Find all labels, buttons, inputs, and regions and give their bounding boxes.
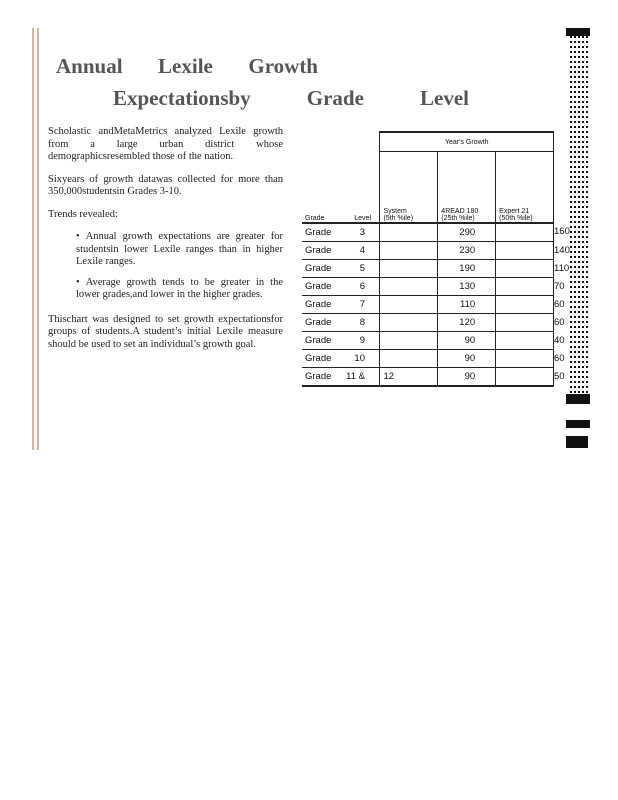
system-value — [380, 278, 438, 296]
expert-value — [496, 314, 554, 332]
grade-level: 9 — [359, 335, 365, 346]
read-value: 110 — [438, 296, 496, 314]
read-value: 90 — [438, 368, 496, 387]
table-row — [302, 368, 554, 387]
system-value: 12 — [380, 368, 438, 387]
read-value: 130 — [438, 278, 496, 296]
title-word: Grade — [306, 86, 364, 110]
trend-item — [76, 277, 283, 302]
read-value: 120 — [438, 314, 496, 332]
grade-level: 11 & — [346, 371, 365, 382]
expert-value — [496, 350, 554, 368]
paragraph-data: Sixyears of growth datawas collected for more than 350,000studentsin Grades 3-10. — [48, 173, 283, 197]
growth-table — [302, 131, 554, 387]
overflow-value: 60 — [554, 298, 565, 310]
expert-value — [496, 260, 554, 278]
trend-text: Average growth tends to be greater in the lower grades,and lower in the higher grades. — [76, 276, 283, 300]
overflow-value: 50 — [554, 370, 565, 382]
bullet-icon: • — [76, 231, 80, 242]
grade-level: 7 — [359, 299, 365, 310]
paragraph-purpose: Thischart was designed to set growth expectationsfor groups of students.A student’s initial Lexile measure should be used to set an individual’s growth goal. — [48, 313, 283, 350]
bullet-icon: • — [76, 276, 80, 288]
overflow-value: 70 — [554, 280, 565, 292]
system-value — [380, 296, 438, 314]
grade-level: 5 — [359, 263, 365, 274]
overflow-value: 160 — [554, 226, 570, 237]
col-system-header: System (5th %ile) — [380, 192, 438, 223]
title-word: Level — [420, 86, 469, 110]
system-value — [380, 332, 438, 350]
expert-value — [496, 242, 554, 260]
left-margin-rule-inner — [37, 28, 39, 450]
overflow-value: 60 — [554, 316, 565, 328]
grade-label: Grade — [305, 281, 332, 292]
col-read-header: 4READ 180 (25th %ile) — [438, 192, 496, 223]
paragraph-trends: Trends revealed: — [48, 208, 118, 220]
overflow-value: 110 — [554, 262, 570, 274]
grade-level: 10 — [354, 353, 365, 364]
decorative-block — [566, 420, 590, 428]
decorative-block — [566, 28, 590, 36]
read-value: 90 — [438, 332, 496, 350]
trend-item — [76, 231, 283, 269]
grade-level: 3 — [359, 227, 365, 238]
col-level-header: Level — [354, 215, 371, 222]
expert-value — [496, 296, 554, 314]
grade-label: Grade — [305, 371, 332, 382]
table-row — [302, 242, 554, 260]
read-value: 90 — [438, 350, 496, 368]
col-grade-header: Grade — [305, 215, 325, 222]
table-row — [302, 314, 554, 332]
grade-label: Grade — [305, 299, 332, 310]
grade-level: 6 — [359, 281, 365, 292]
table-row — [302, 332, 554, 350]
decorative-block — [566, 436, 588, 448]
read-value: 290 — [438, 223, 496, 242]
col-expert-header: Expert 21 (50th %ile) — [496, 192, 554, 223]
system-value — [380, 350, 438, 368]
table-row — [302, 350, 554, 368]
trend-text: Annual growth expectations are greater for studentsin lower Lexile ranges than in higher Lexile ranges. — [76, 231, 283, 267]
paragraph-analysis: Scholastic andMetaMetrics analyzed Lexile growth from a large urban district whose demographicsresembled those of the nation. — [48, 126, 283, 162]
grade-label: Grade — [305, 227, 332, 238]
system-value — [380, 242, 438, 260]
expert-value — [496, 223, 554, 242]
page-title — [56, 50, 476, 114]
table-row — [302, 223, 554, 242]
system-value — [380, 260, 438, 278]
column-header-row — [302, 192, 554, 223]
title-word: Annual — [56, 54, 123, 78]
overflow-value: 140 — [554, 244, 570, 256]
grade-label: Grade — [305, 245, 332, 256]
overflow-value: 40 — [554, 334, 565, 346]
table-row — [302, 278, 554, 296]
title-word: Expectationsby — [113, 86, 251, 110]
read-value: 230 — [438, 242, 496, 260]
title-word: Growth — [248, 54, 318, 78]
grade-label: Grade — [305, 317, 332, 328]
decorative-barcode-strip — [570, 36, 590, 394]
grade-label: Grade — [305, 263, 332, 274]
table-row — [302, 296, 554, 314]
expert-value — [496, 278, 554, 296]
grade-level: 4 — [359, 245, 365, 256]
system-value — [380, 314, 438, 332]
system-value — [380, 223, 438, 242]
title-word: Lexile — [158, 54, 213, 78]
decorative-block — [566, 394, 590, 404]
left-margin-rule — [32, 28, 34, 450]
expert-value — [496, 368, 554, 387]
trend-list — [48, 231, 283, 302]
grade-label: Grade — [305, 335, 332, 346]
years-growth-header: Year's Growth — [380, 132, 554, 152]
table-row — [302, 260, 554, 278]
body-text — [48, 126, 283, 361]
read-value: 190 — [438, 260, 496, 278]
expert-value — [496, 332, 554, 350]
grade-level: 8 — [359, 317, 365, 328]
overflow-value: 60 — [554, 352, 565, 364]
grade-label: Grade — [305, 353, 332, 364]
